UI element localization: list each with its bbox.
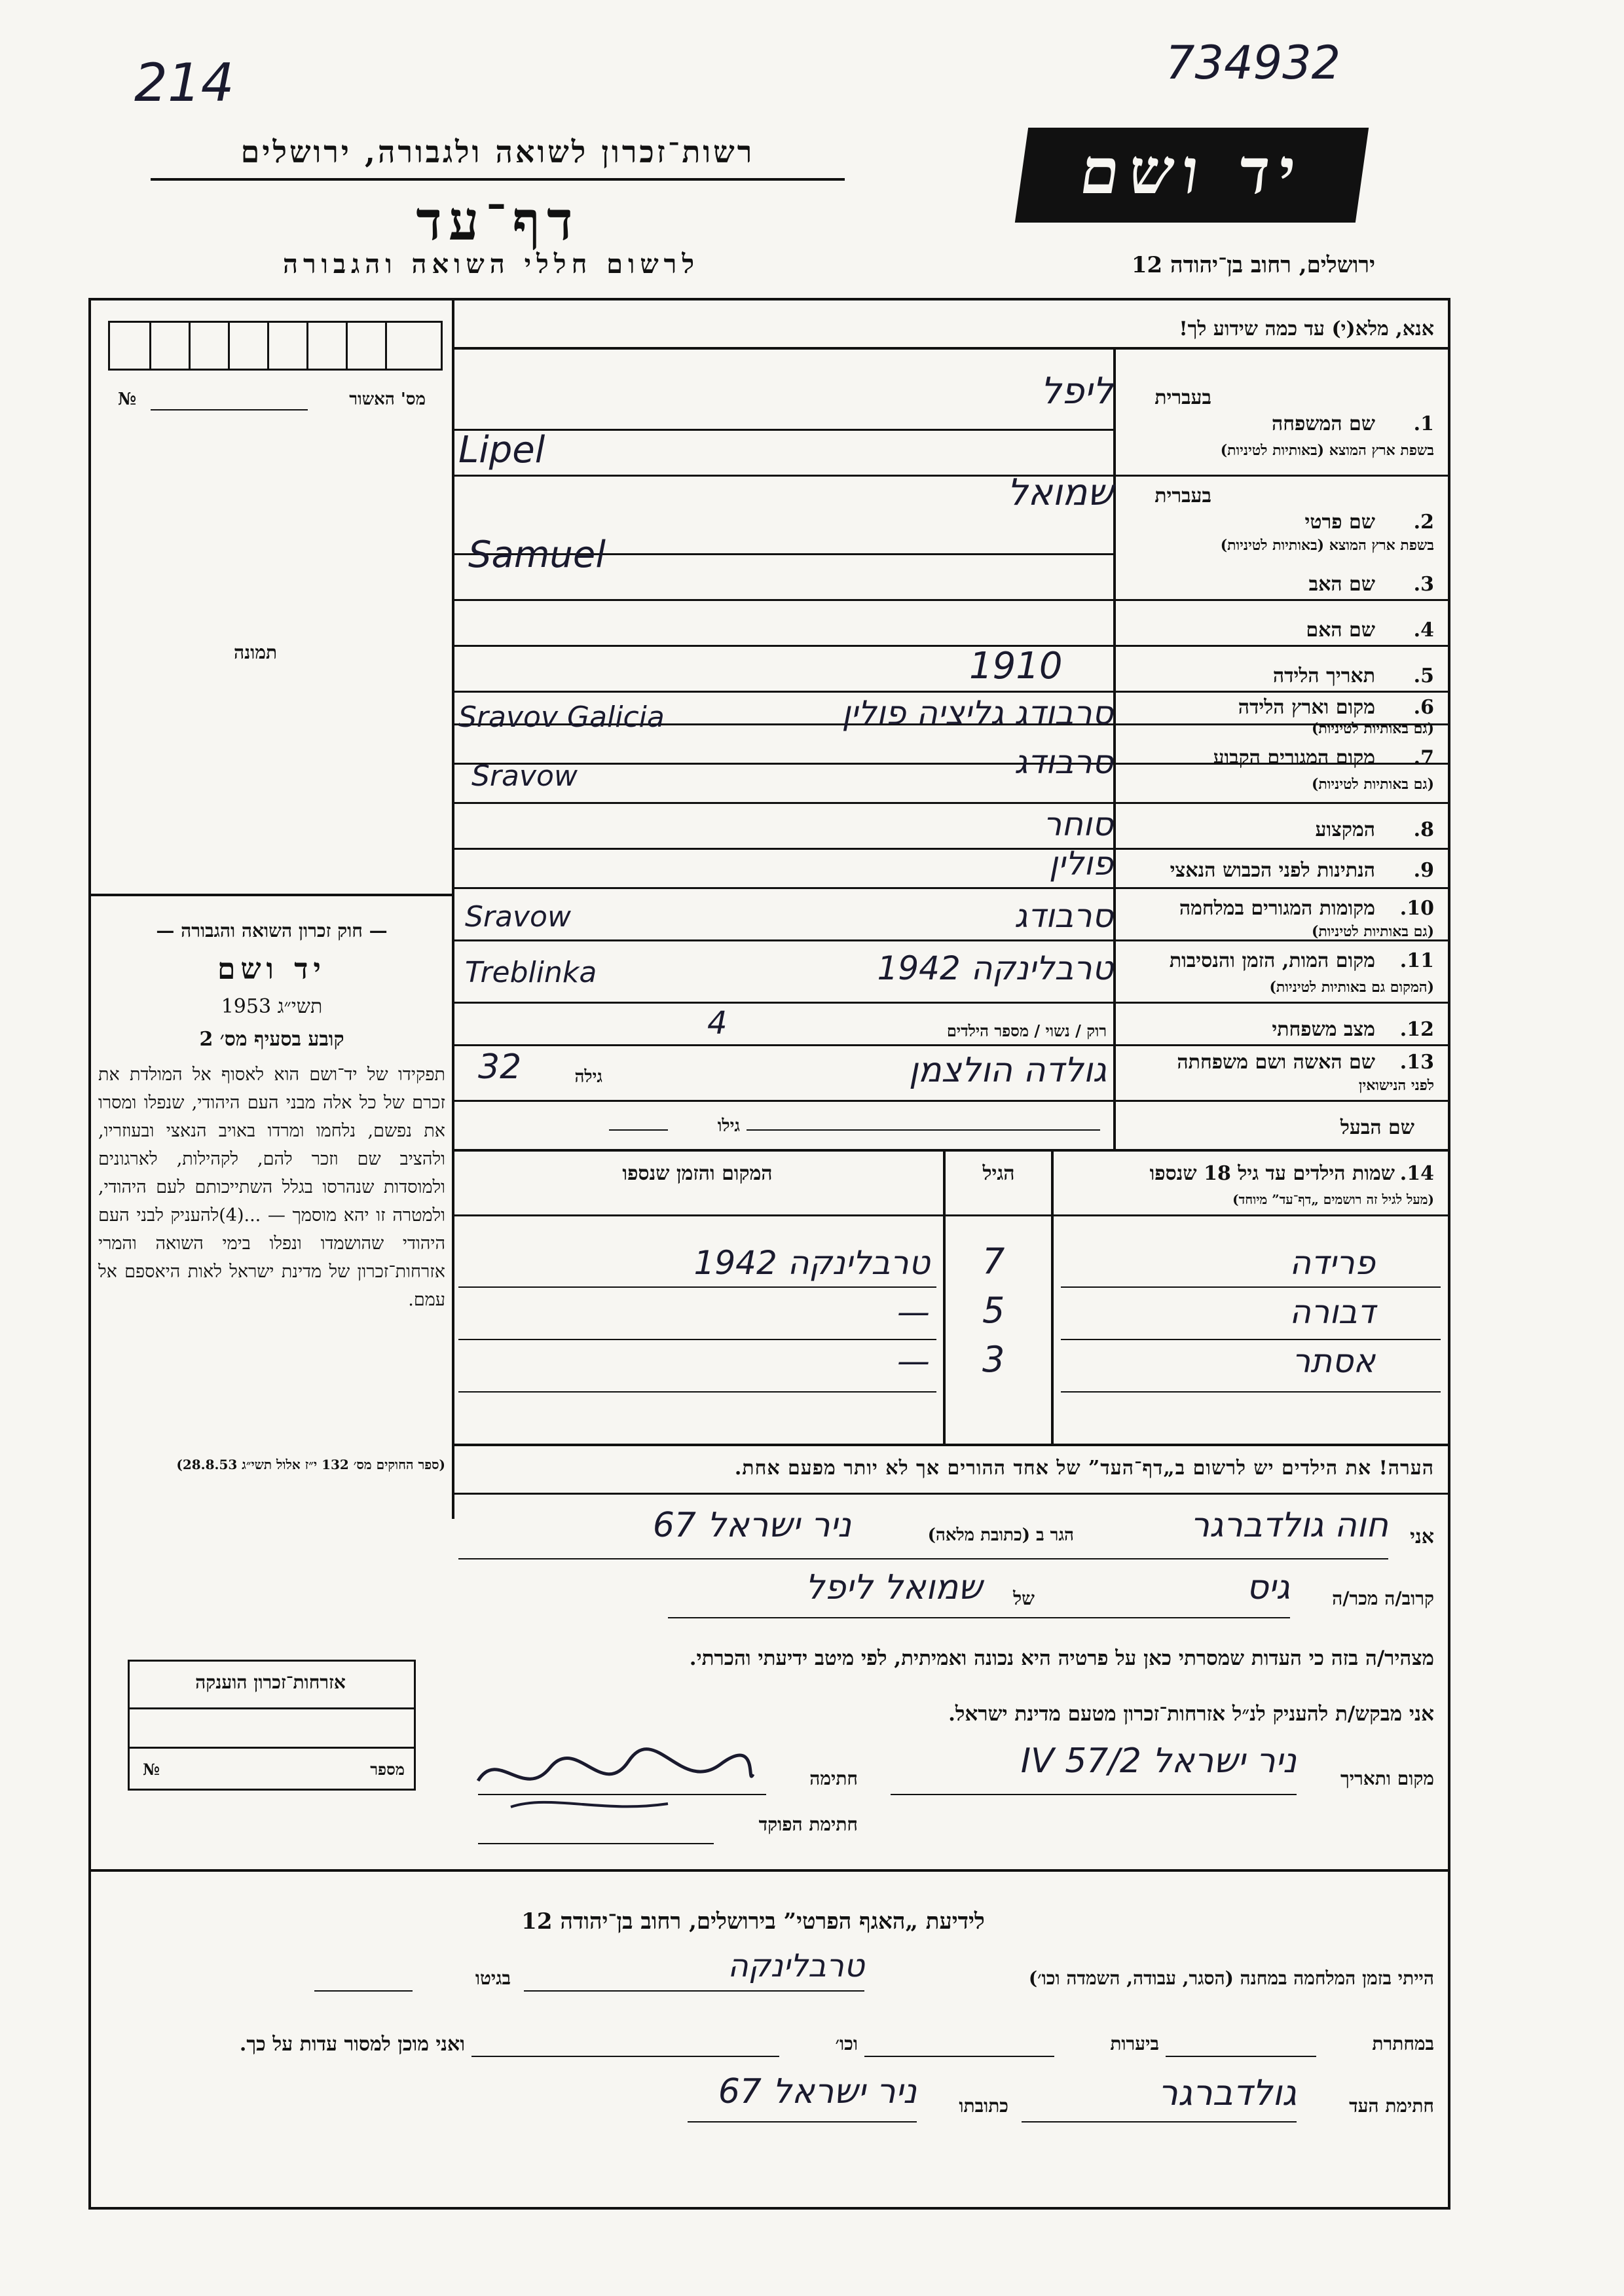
child-3-age: 3 [982, 1339, 1005, 1380]
witness-signature: גולדברגר [1158, 2072, 1297, 2113]
field-13-label: שם האשה ושם משפחתה [1177, 1051, 1375, 1074]
field-13-num: 13. [1399, 1051, 1434, 1074]
request: אני מבקש/ת להעניק לנ״ל אזרחות־זכרון מטעם מדינת ישראל. [948, 1702, 1434, 1726]
field-4-label: שם האם [1306, 619, 1375, 642]
logo-text: יד ושם [1075, 134, 1310, 208]
field-2-lang: בעברית [1154, 484, 1211, 507]
law-text: תפקידו של יד־ושם הוא לאסוף אל המולדת את זכרם של כל אלה מבני העם היהודי, שנפלו ומסרו את נפשם, נלחמו ומרדו באויב הנאצי ובעוזריו, ולהציב שם וזכר להם, לקהילות, לארגונים ולמוסדות שנהרסו בגלל השתייכותם לעם היהודי, ולמטרה זו יהא מוסמך — ...(4)להעניק לבני העם היהודי שהושמדו ונפלו בימי השואה והמרי אזרחות־זכרון של מדינת ישראל לאות היאספם אל עמם. [98, 1065, 445, 1310]
field-10-label: מקומות המגורים במלחמה [1179, 897, 1375, 920]
place-date: ניר ישראל 2/IV 57 [1020, 1741, 1297, 1781]
field-1-sub: בשפת ארץ המוצא (באותיות לטיניות) [1220, 442, 1434, 459]
field-6-latin: Sravov Galicia [458, 701, 665, 734]
field-2-label: שם פרטי [1304, 511, 1375, 534]
approval-no: № [118, 390, 137, 409]
field-3-label: שם האב [1308, 573, 1375, 596]
field-6-sub: (גם באותיות לטיניות) [1311, 720, 1434, 737]
children-col-place: המקום והזמן שנספו [622, 1162, 773, 1185]
field-13-age: 32 [478, 1048, 522, 1087]
relation-label: קרוב/ה מכר/ה [1332, 1588, 1434, 1609]
photo-label: תמונה [233, 642, 278, 663]
authority-name: רשות־זכרון לשואה ולגבורה, ירושלים [240, 134, 755, 170]
field-2-latin: Samuel [468, 534, 606, 576]
field-7-label: מקום המגורים הקבוע [1213, 746, 1375, 769]
child-2-name: דבורה [1289, 1293, 1375, 1331]
field-1-num: 1. [1413, 412, 1434, 435]
relation-value: גיס [1246, 1568, 1290, 1607]
field-12-children: 4 [707, 1005, 728, 1042]
field-10-num: 10. [1399, 897, 1434, 920]
field-5-value: 1910 [969, 645, 1063, 687]
field-11-sub: (המקום גם באותיות לטיניות) [1269, 979, 1434, 996]
intro-text: אנא, מלא(י) עד כמה שידוע לך! [1179, 318, 1434, 340]
grant-box [128, 1660, 416, 1791]
child-1-age: 7 [982, 1241, 1005, 1282]
field-11-hebrew: טרבלינקה 1942 [877, 949, 1113, 987]
field-8-label: המקצוע [1315, 818, 1375, 841]
yad-vashem-logo [1015, 128, 1369, 223]
field-7-hebrew: סרבודג [1014, 743, 1113, 781]
camp-value: טרבלינקה [728, 1948, 864, 1984]
husband-label: שם הבעל [1340, 1116, 1414, 1139]
law-year: תשי״ג 1953 [221, 995, 323, 1018]
child-3-place: — [897, 1342, 930, 1380]
field-3-num: 3. [1413, 573, 1434, 596]
law-title: — חוק זכרון השואה והגבורה — [156, 920, 388, 941]
witness-label: חתימת העד [1349, 2095, 1434, 2117]
field-2-sub: בשפת ארץ המוצא (באותיות לטיניות) [1220, 537, 1434, 554]
grant-number-prefix: № [143, 1760, 160, 1779]
field-1-lang: בעברית [1154, 386, 1211, 409]
field-11-latin: Treblinka [465, 956, 597, 989]
grant-number-label: מספר [370, 1760, 405, 1779]
grant-title: אזרחות־זכרון הוענקה [195, 1671, 346, 1693]
field-8-num: 8. [1413, 818, 1434, 841]
children-col-age: הגיל [982, 1162, 1015, 1185]
field-9-value: פולין [1048, 845, 1113, 883]
child-2-age: 5 [982, 1290, 1005, 1331]
statement: מצהיר/ה בזה כי העדות שמסרתי כאן על פרטיה היא נכונה ואמיתית, לפי מיטב ידיעתי והכרתי. [689, 1647, 1434, 1670]
field-5-num: 5. [1413, 665, 1434, 687]
field-6-hebrew: סרבודג גליציה פולין [841, 694, 1113, 732]
footer-title: לידיעת „האגף הפרטי” בירושלים, רחוב בן־יהודה 12 [521, 1908, 985, 1935]
field-1-latin: Lipel [458, 429, 545, 471]
record-number: 734932 [1166, 36, 1341, 90]
husband-age-label: גילו [717, 1116, 740, 1136]
field-13-sub: לפני הנישואין [1358, 1077, 1434, 1094]
field-12-num: 12. [1399, 1018, 1434, 1041]
field-8-value: סוחר [1043, 805, 1113, 843]
field-6-label: מקום וארץ הלידה [1238, 696, 1375, 719]
address: ירושלים, רחוב בן־יהודה 12 [1131, 252, 1375, 278]
field-9-label: הנתינות לפני הכבוש הנאצי [1170, 859, 1375, 882]
footer-line2-a: במחתרת [1372, 2033, 1434, 2054]
field-13-age-label: גילה [574, 1067, 602, 1087]
children-title: שמות הילדים עד גיל 18 שנספו [1149, 1162, 1395, 1185]
declarant-name: חוה גולדברגר [1190, 1506, 1388, 1545]
place-date-label: מקום ותאריך [1340, 1768, 1434, 1789]
signature-label: חתימה [809, 1768, 858, 1789]
field-6-num: 6. [1413, 696, 1434, 719]
footer-line2-d: ואני מוכן למסור עדות על כך. [239, 2033, 465, 2056]
photo-ticks [108, 321, 443, 371]
declarant-residing-label: הגר ב (כתובת מלאה) [927, 1525, 1074, 1545]
field-4-num: 4. [1413, 619, 1434, 642]
child-1-name: פרידה [1289, 1244, 1375, 1282]
field-7-latin: Sravow [471, 759, 578, 793]
field-11-label: מקום המות, הזמן והנסיבות [1169, 949, 1375, 972]
archive-number: 214 [134, 52, 234, 113]
note-line: הערה! את הילדים יש לרשום ב„דף־העד” של אחד ההורים אך לא יותר מפעם אחת. [734, 1457, 1434, 1480]
field-7-sub: (גם באותיות לטיניות) [1311, 776, 1434, 793]
form-title: דף־עד [416, 190, 580, 253]
law-ref: (ספר החוקים מס׳ 132 י״ז אלול תשי״ג 28.8.53) [176, 1457, 445, 1472]
of-label: של [1013, 1588, 1035, 1609]
field-13-value: גולדה הולצמן [908, 1051, 1107, 1090]
field-9-num: 9. [1413, 859, 1434, 882]
child-1-place: טרבלינקה 1942 [693, 1244, 930, 1282]
field-7-num: 7. [1413, 746, 1434, 769]
officer-label: חתימת הפוקד [758, 1813, 858, 1835]
child-2-place: — [897, 1293, 930, 1331]
children-num: 14. [1399, 1162, 1434, 1185]
field-10-latin: Sravow [465, 900, 571, 934]
field-12-label: מצב משפחתי [1272, 1018, 1375, 1041]
declarant-address: ניר ישראל 67 [652, 1506, 851, 1545]
field-1-label: שם המשפחה [1271, 412, 1375, 435]
field-2-num: 2. [1413, 511, 1434, 534]
field-2-hebrew: שמואל [1006, 471, 1113, 514]
footer-line2-c: וכו׳ [835, 2033, 858, 2054]
of-name: שמואל ליפל [805, 1568, 982, 1607]
declarant-signature-mark [471, 1741, 760, 1820]
field-11-num: 11. [1399, 949, 1434, 972]
field-10-sub: (גם באותיות לטיניות) [1311, 923, 1434, 940]
footer-line1-prefix: הייתי בזמן המלחמה במחנה (הסגר, עבודה, השמדה וכו׳) [1028, 1967, 1434, 1989]
declarant-i-label: אני [1410, 1525, 1434, 1548]
footer-line1-suffix: בגיטו [475, 1967, 511, 1989]
approval-label: מס' האשור [349, 390, 426, 409]
form-subtitle: לרשום חללי השואה והגבורה [282, 249, 700, 280]
witness-address-label: כתובתו [959, 2095, 1008, 2117]
field-10-hebrew: סרבודג [1014, 897, 1113, 935]
child-3-name: אסתר [1292, 1342, 1375, 1380]
field-1-hebrew: ליפל [1040, 370, 1113, 412]
witness-address: ניר ישראל 67 [718, 2072, 917, 2111]
field-12-status: רוק / נשוי / מספר הילדים [946, 1021, 1107, 1040]
children-note: (מעל לגיל זה רושמים „דף־עד” מיוחד) [1232, 1192, 1434, 1207]
law-name: יד ושם [217, 953, 326, 986]
field-5-label: תאריך הלידה [1272, 665, 1375, 687]
footer-line2-b: ביערות [1110, 2033, 1159, 2054]
law-clause: קובע בסעיף מס׳ 2 [199, 1028, 344, 1051]
